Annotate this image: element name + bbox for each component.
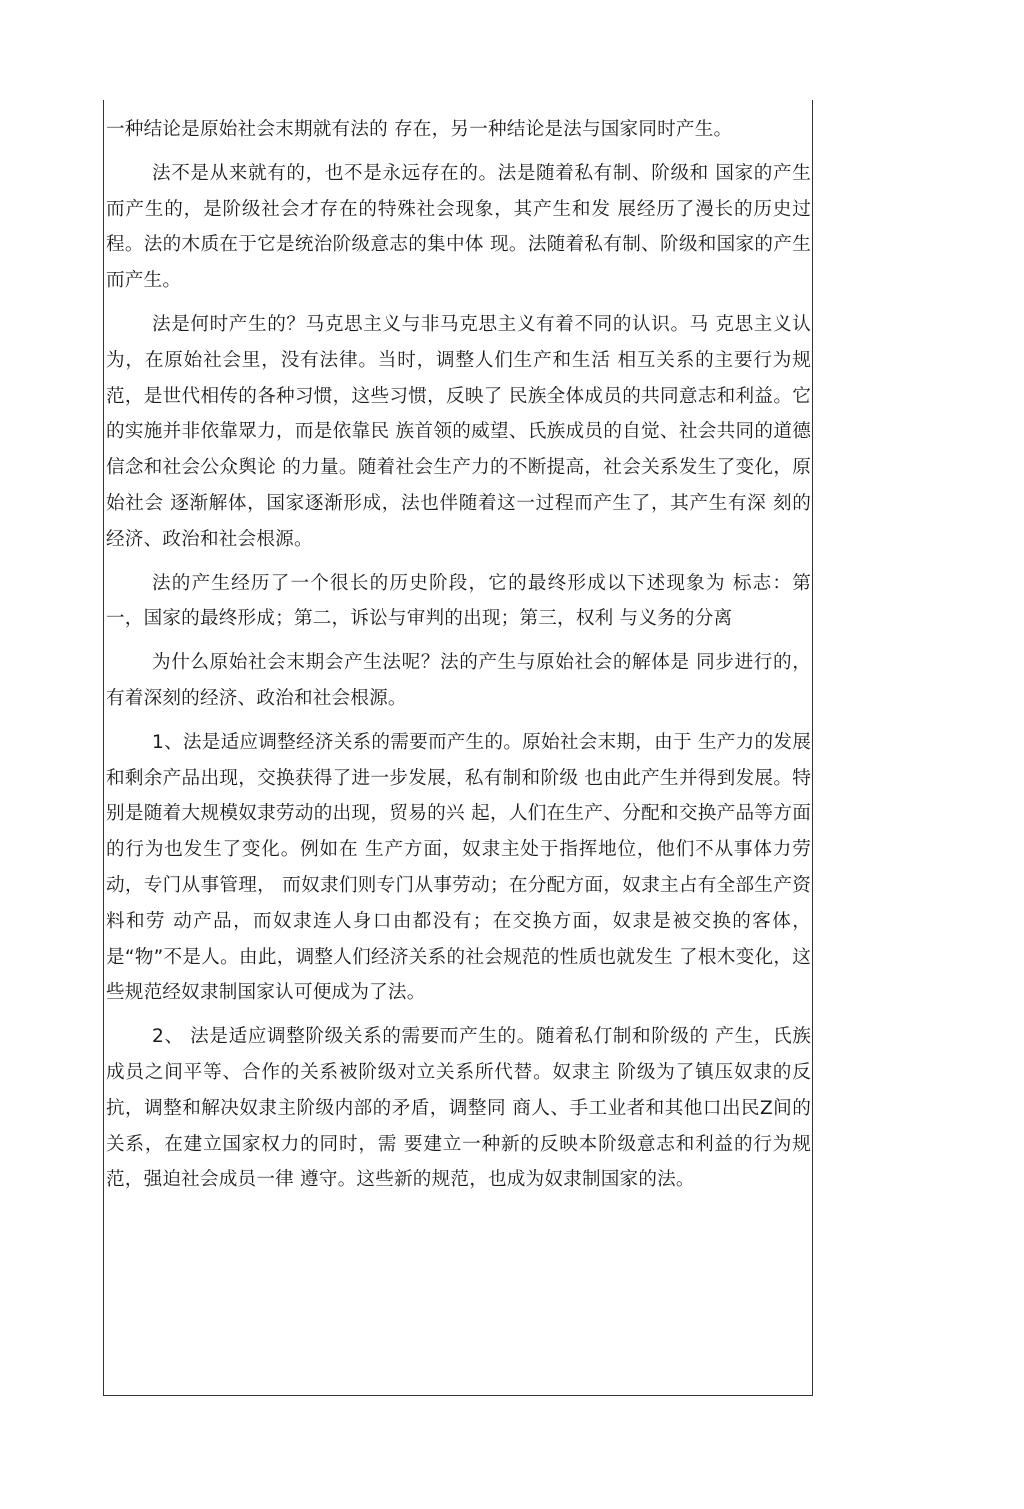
document-body (106, 112, 811, 1198)
paragraph-5: 为什么原始社会末期会产生法呢？法的产生与原始社会的解体是 同步进行的，有着深刻的经济、政治和社会根源。 (106, 652, 811, 709)
paragraph-1: 一种结论是原始社会末期就有法的 存在，另一种结论是法与国家同时产生。 (106, 119, 733, 140)
paragraph-7: 2、 法是适应调整阶级关系的需要而产生的。随着私仃制和阶级的 产生，氏族成员之间平等、合作的关系被阶级对立关系所代替。奴隶主 阶级为了镇压奴隶的反抗，调整和解决奴隶主阶级内部的矛盾，调整同 商人、手工业者和其他口出民Z间的关系，在建立国家权力的同时，需 要建立一种新的反映本阶级意志和利益的行为规范，强迫社会成员一律 遵守。这些新的规范，也成为奴隶制国家的法。 (106, 1026, 811, 1191)
paragraph-2: 法不是从来就有的，也不是永远存在的。法是随着私有制、阶级和 国家的产生而产生的，是阶级社会才存在的特殊社会现象，其产生和发 展经历了漫长的历史过程。法的木质在于它是统治阶级意志的集中体 现。法随着私有制、阶级和国家的产生而产生。 (106, 162, 811, 292)
paragraph-3: 法是何时产生的？马克思主义与非马克思主义有着不同的认识。马 克思主义认为，在原始社会里，没有法律。当时，调整人们生产和生活 相互关系的主要行为规范，是世代相传的各种习惯，这些习惯，反映了 民族全体成员的共同意志和利益。它的实施并非依靠眾力，而是依靠民 族首领的威望、氏族成员的自觉、社会共同的道德信念和社会公众舆论 的力量。随着社会生产力的不断提高，社会关系发生了变化，原始社会 逐渐解体，国家逐渐形成，法也伴随着这一过程而产生了，其产生有深 刻的经济、政治和社会根源。 (106, 313, 811, 550)
paragraph-6: 1、法是适应调整经济关系的需要而产生的。原始社会末期，由于 生产力的发展和剩余产品出现，交换获得了进一步发展，私有制和阶级 也由此产生并得到发展。特别是随着大规模奴隶劳动的出现，贸易的兴 起，人们在生产、分配和交换产品等方面的行为也发生了变化。例如在 生产方面，奴隶主处于指挥地位，他们不从事体力劳动，专门从事管理， 而奴隶们则专门从事劳动；在分配方面，奴隶主占有全部生产资料和劳 动产品，而奴隶连人身口由都没有；在交换方面，奴隶是被交换的客体，是“物”不是人。由此，调整人们经济关系的社会规范的性质也就发生 了根木变化，这些规范经奴隶制国家认可便成为了法。 (106, 731, 811, 1004)
paragraph-4: 法的产生经历了一个很长的历史阶段，它的最终形成以下述现象为 标志：第一，国家的最终形成；第二，诉讼与审判的出现；第三，权利 与义务的分离 (106, 572, 811, 630)
